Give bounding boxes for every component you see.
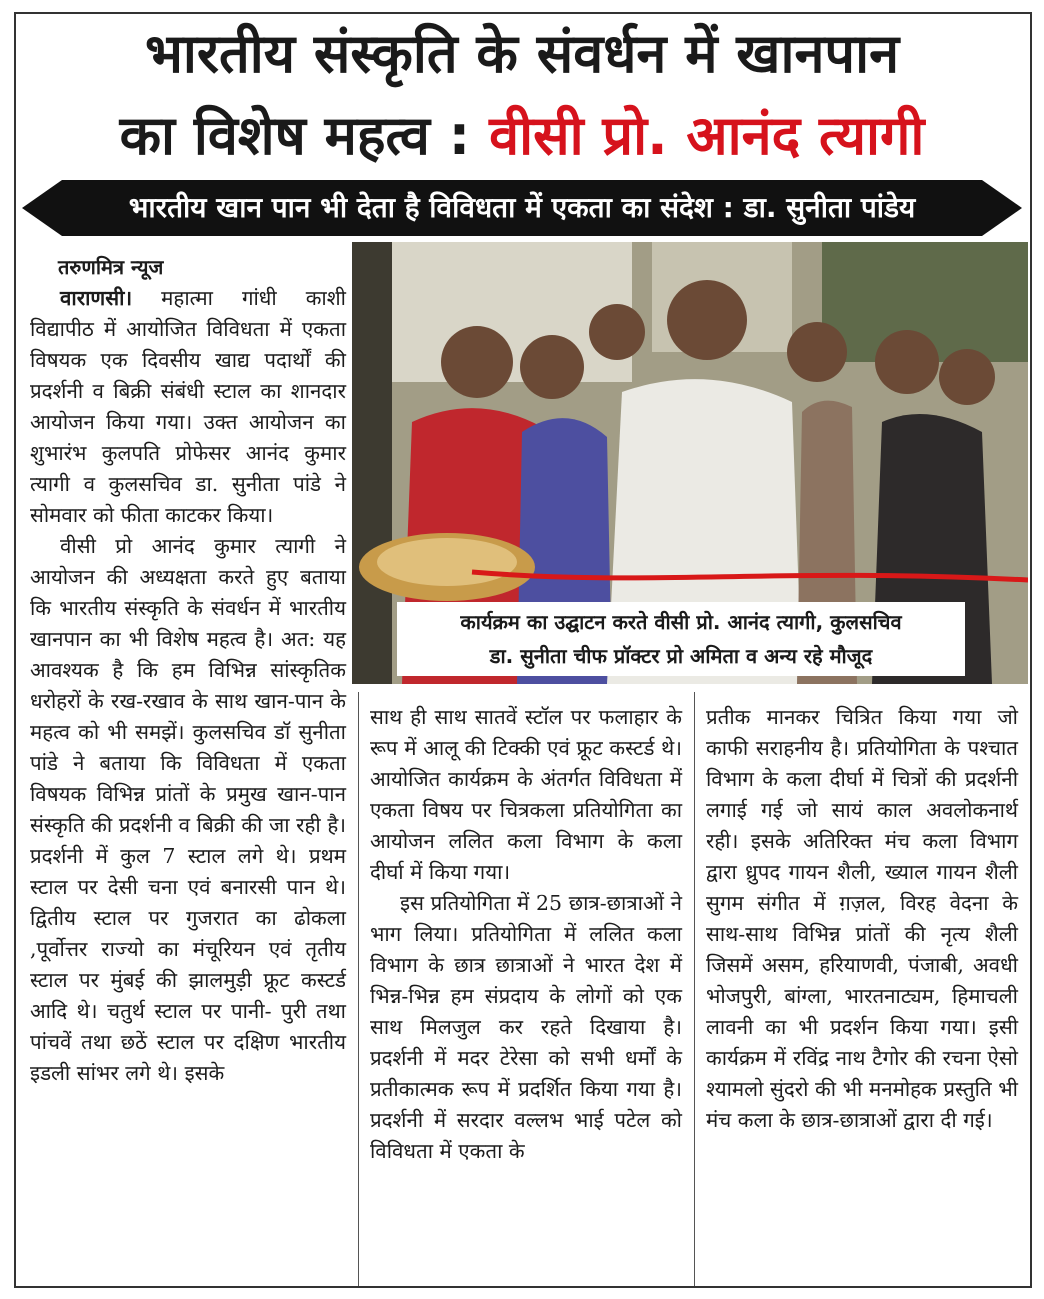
article-paragraph-3: साथ ही साथ सातवें स्टॉल पर फलाहार के रूप में आलू की टिक्की एवं फ्रूट कस्टर्ड थे। आयोजित कार्यक्रम के अंतर्गत विविधता में एकता विषय पर चित्रकला प्रतियोगिता का आयोजन ललित कला विभाग के कला दीर्घा में किया गया। [370, 705, 682, 884]
article-column-1 [30, 252, 346, 1089]
article-paragraph-4: इस प्रतियोगिता में 25 छात्र-छात्राओं ने भाग लिया। प्रतियोगिता में ललित कला विभाग के छात्र छात्राओं ने भारत देश में भिन्न-भिन्न हम संप्रदाय के लोगों को एक साथ मिलजुल कर रहते दिखाया है। प्रदर्शनी में मदर टेरेसा को सभी धर्मों के प्रतीकात्मक रूप में प्रदर्शित किया गया है। प्रदर्शनी में सरदार वल्लभ भाई पटेल को विविधता में एकता के [370, 891, 682, 1163]
photo-caption-line-1: कार्यक्रम का उद्घाटन करते वीसी प्रो. आनंद त्यागी, कुलसचिव [460, 610, 902, 634]
photo-caption [397, 602, 965, 676]
article-paragraph-1-text: महात्मा गांधी काशी विद्यापीठ में आयोजित विविधता में एकता विषयक एक दिवसीय खाद्य पदार्थों की प्रदर्शनी व बिक्री संबंधी स्टाल का शानदार आयोजन किया गया। उक्त आयोजन का शुभारंभ कुलपति प्रोफेसर आनंद कुमार त्यागी व कुलसचिव डा. सुनीता पांडे ने सोमवार को फीता काटकर किया। [30, 286, 346, 527]
article-column-2 [370, 702, 682, 1167]
article-paragraph-2: वीसी प्रो आनंद कुमार त्यागी ने आयोजन की अध्यक्षता करते हुए बताया कि भारतीय संस्कृति के संवर्धन में भारतीय खानपान का भी विशेष महत्व है। अत: यह आवश्यक है कि हम विभिन्न सांस्कृतिक धरोहरों के रख-रखाव के साथ खान-पान के महत्व को भी समझें। कुलसचिव डॉ सुनीता पांडे ने बताया कि विविधता में एकता विषयक विभिन्न प्रांतों के प्रमुख खान-पान संस्कृति की प्रदर्शनी व बिक्री की जा रही है। प्रदर्शनी में कुल 7 स्टाल लगे थे। प्रथम स्टाल पर देसी चना एवं बनारसी पान थे। द्वितीय स्टाल पर गुजरात का ढोकला ,पूर्वोत्तर राज्यो का मंचूरियन एवं तृतीय स्टाल पर मुंबई की झालमुड़ी फ्रूट कस्टर्ड आदि थे। चतुर्थ स्टाल पर पानी- पुरी तथा पांचवें तथा छठें स्टाल पर दक्षिण भारतीय इडली सांभर लगे थे। इसके [30, 534, 346, 1085]
headline-line-1: भारतीय संस्कृति के संवर्धन में खानपान [144, 22, 900, 85]
headline-line-2 [20, 104, 1024, 168]
article-paragraph-1 [30, 283, 346, 531]
column-rule [358, 692, 359, 1286]
subheadline: भारतीय खान पान भी देता है विविधता में एकता का संदेश : डा. सुनीता पांडेय [128, 191, 916, 224]
column-rule [694, 692, 695, 1286]
byline: तरुणमित्र न्यूज [58, 255, 164, 279]
dateline: वाराणसी। [60, 286, 133, 310]
headline-black-part: का विशेष महत्व : [119, 104, 471, 167]
article-paragraph-5: प्रतीक मानकर चित्रित किया गया जो काफी सराहनीय है। प्रतियोगिता के पश्चात विभाग के कला दीर्घा में चित्रों की प्रदर्शनी लगाई गई जो सायं काल अवलोकनार्थ रही। इसके अतिरिक्त मंच कला विभाग द्वारा ध्रुपद गायन शैली, ख्याल गायन शैली सुगम संगीत में ग़ज़ल, विरह वेदना के साथ-साथ विभिन्न प्रांतों की नृत्य शैली जिसमें असम, हरियाणवी, पंजाबी, अवधी भोजपुरी, बांग्ला, भारतनाट्यम, हिमाचली लावनी का भी प्रदर्शन किया गया। इसी कार्यक्रम में रविंद्र नाथ टैगोर की रचना ऐसो श्यामलो सुंदरो की भी मनमोहक प्रस्तुति भी मंच कला के छात्र-छात्राओं द्वारा दी गई। [706, 705, 1018, 1132]
article-column-3 [706, 702, 1018, 1136]
headline-red-part: वीसी प्रो. आनंद त्यागी [489, 104, 925, 167]
photo-caption-line-2: डा. सुनीता चीफ प्रॉक्टर प्रो अमिता व अन्य रहे मौजूद [489, 644, 873, 668]
